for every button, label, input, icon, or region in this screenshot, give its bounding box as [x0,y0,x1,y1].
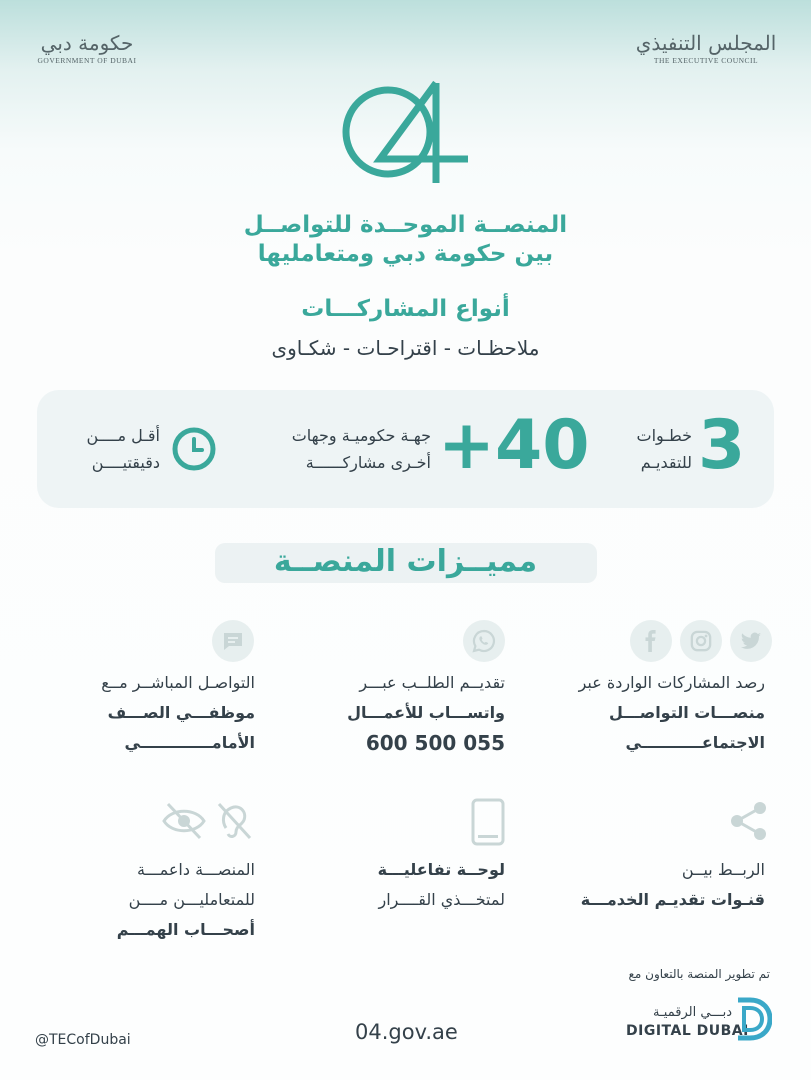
twitter-icon [730,620,772,662]
platform-title-line1: المنصــة الموحــدة للتواصــل [243,212,568,238]
executive-council-logo [631,30,781,65]
clock-icon [171,426,217,472]
stats-panel [37,390,774,508]
facebook-icon [630,620,672,662]
feature-direct-contact [45,668,255,758]
04-logo-icon [338,75,473,190]
entities-line1: جهـة حكوميـة وجهات [291,426,431,445]
digital-dubai-english: DIGITAL DUBAI [626,1023,749,1039]
feature-social-line3: الاجتماعـــــــــــي [625,733,765,752]
tablet-icon [471,798,505,846]
feature-social-line2: منصـــات التواصـــل [609,703,765,722]
exec-logo-english: THE EXECUTIVE COUNCIL [653,56,759,65]
social-handle[interactable]: @TECofDubai [35,1032,131,1048]
platform-title-line2: بين حكومة دبي ومتعامليها [257,241,554,267]
digital-dubai-arabic: دبـــي الرقميـة [653,1005,732,1020]
features-title: مميــزات المنصــة [273,544,538,579]
participation-types-list: ملاحظـات - اقتراحـات - شكـاوى [271,336,540,360]
government-of-dubai-logo [32,30,142,65]
feature-whatsapp [295,668,505,758]
collaboration-text: تم تطوير المنصة بالتعاون مع [628,967,770,981]
instagram-icon [680,620,722,662]
participation-types-heading: أنواع المشاركـــات [301,296,510,322]
exec-logo-arabic: المجلس التنفيذي [635,31,777,55]
feature-direct-line2: موظفـــي الصـــف [107,703,255,722]
entities-number: 40+ [438,406,590,485]
chat-bubble-icon [212,620,254,662]
whatsapp-number: 600 500 055 [365,731,505,755]
feature-direct-line1: التواصـل المباشــر مــع [101,673,255,692]
feature-support-line3: أصحـــاب الهمـــم [116,920,255,939]
feature-social-line1: رصد المشاركات الواردة عبر [578,673,765,692]
feature-dashboard-line1: لوحــة تفاعليـــة [377,860,505,879]
feature-link-line1: الربــط بيــن [681,860,765,879]
time-line1: أقـل مــــن [86,426,160,445]
feature-whatsapp-line1: تقديــم الطلــب عبـــر [359,673,505,692]
feature-social-monitoring [555,668,765,758]
gov-logo-arabic: حكومة دبي [40,31,134,55]
feature-direct-line3: الأمامـــــــــــــي [124,733,255,752]
feature-support-line1: المنصـــة داعمـــة [136,860,255,879]
entities-line2: أخـرى مشاركــــــة [305,453,431,472]
feature-whatsapp-line2: واتســـاب للأعمـــال [347,703,505,722]
steps-line2: للتقديـم [640,453,692,472]
time-line2: دقيقتيــــن [91,453,160,472]
eye-slash-icon [160,800,208,842]
feature-people-of-determination [45,855,255,945]
feature-support-line2: للمتعامليـــن مــــن [128,890,255,909]
feature-dashboard [295,855,505,915]
feature-channel-linking [555,855,765,915]
feature-link-line2: قنـوات تقديـم الخدمـــة [580,890,765,909]
hearing-impaired-icon [214,800,254,842]
steps-line1: خطـوات [636,426,692,445]
feature-dashboard-line2: لمتخـــذي القــــرار [378,890,505,909]
steps-number: 3 [698,406,746,485]
whatsapp-icon [463,620,505,662]
share-icon [728,800,770,842]
gov-logo-english: GOVERNMENT OF DUBAI [37,56,137,65]
digital-dubai-logo-icon [732,996,772,1042]
website-link[interactable]: 04.gov.ae [355,1020,458,1044]
